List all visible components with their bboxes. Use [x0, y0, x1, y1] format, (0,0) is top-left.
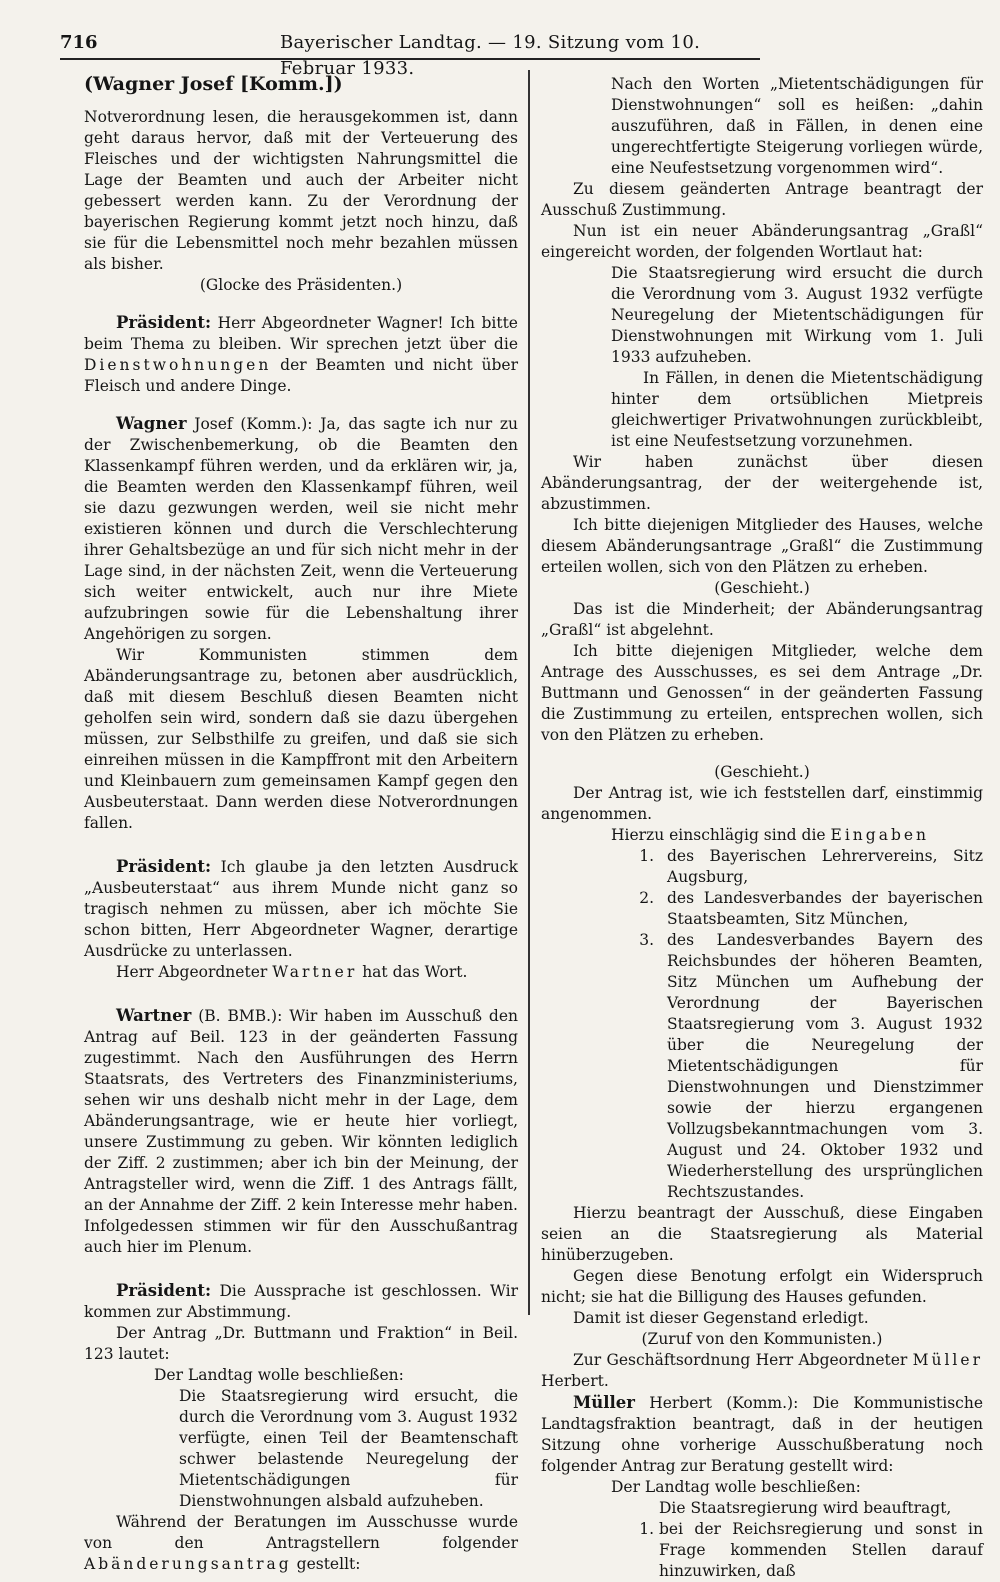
- interjection: (Geschieht.): [714, 579, 810, 597]
- column-divider: [528, 70, 530, 1315]
- paragraph: Der Antrag „Dr. Buttmann und Fraktion“ in Beil. 123 lautet:: [84, 1324, 518, 1363]
- list-item: 1. des Bayerischen Lehrervereins, Sitz Augsburg,: [659, 846, 983, 888]
- paragraph: Zur Geschäftsordnung Herr Abgeordneter Müller Herbert.: [541, 1351, 983, 1390]
- motion-text: Die Staatsregierung wird beauftragt,: [659, 1499, 952, 1517]
- speaker-name: Wartner: [116, 1006, 192, 1025]
- paragraph: Der Antrag ist, wie ich feststellen darf, einstimmig angenommen.: [541, 784, 983, 823]
- speech-paragraph: Wagner Josef (Komm.): Ja, das sagte ich nur zu der Zwischenbemerkung, ob die Beamten den Klassenkampf führen werden, und da erklären wir, ja, die Beamten werden den Klassenkampf führen, weil sie dazu gezwungen werden, weil sie nicht mehr existieren können und durch die Verschlechterung ihrer Gehaltsbezüge an und für sich nicht mehr in der Lage sind, in der nächsten Zeit, wenn die Verteuerung sich weiter entwickelt, auch nur ihre Miete aufzubringen sowie für die Lebenshaltung ihrer Angehörigen zu sorgen.: [84, 414, 518, 643]
- page-number: 716: [60, 32, 98, 53]
- running-title: Bayerischer Landtag. — 19. Sitzung vom 10. Februar 1933.: [280, 32, 701, 79]
- paragraph: Das ist die Minderheit; der Abänderungsantrag „Graßl“ ist abgelehnt.: [541, 600, 983, 639]
- list-item: 3. des Landesverbandes Bayern des Reichsbundes der höheren Beamten, Sitz München um Aufhebung der Verordnung der Bayerischen Staatsregierung vom 3. August 1932 über die Neuregelung der Mietentschädigungen für Dienstwohnungen und Dienstzimmer sowie der hierzu ergangenen Vollzugsbekanntmachungen vom 3. August und 24. Oktober 1932 und Wiederherstellung des ursprünglichen Rechtszustandes.: [659, 930, 983, 1203]
- list-item: 1. bei der Reichsregierung und sonst in Frage kommenden Stellen darauf hinzuwirken, daß: [659, 1519, 983, 1582]
- petition-list: [541, 846, 983, 1203]
- paragraph: Ich bitte diejenigen Mitglieder des Hauses, welche diesem Abänderungsantrage „Graßl“ die Zustimmung erteilen wollen, sich von den Plätzen zu erheben.: [541, 516, 983, 576]
- paragraph: Während der Beratungen im Ausschusse wurde von den Antragstellern folgender Abänderungsantrag gestellt:: [84, 1513, 518, 1573]
- quoted-text: Nach den Worten „Mietentschädigungen für Dienstwohnungen“ soll es heißen: „dahin auszuführen, daß in Fällen, in denen eine ungerechtfertigte Steigerung vorliegen würde, eine Neufestsetzung vorgenommen wird“.: [611, 75, 983, 177]
- motion-text: Die Staatsregierung wird ersucht, die durch die Verordnung vom 3. August 1932 verfügte, einen Teil der Beamtenschaft schwer belastende Neuregelung der Mietentschädigungen für Dienstwohnungen alsbald aufzuheben.: [179, 1387, 518, 1510]
- interjection: (Zuruf von den Kommunisten.): [641, 1330, 883, 1348]
- list-item: 2. des Landesverbandes der bayerischen Staatsbeamten, Sitz München,: [659, 888, 983, 930]
- interjection: (Geschieht.): [714, 763, 810, 781]
- spaced-emphasis: Eingaben: [830, 826, 930, 844]
- speaker-name: Müller: [573, 1393, 635, 1412]
- paragraph: Hierzu einschlägig sind die Eingaben: [611, 826, 930, 844]
- speaker-name: Wagner: [116, 414, 187, 433]
- speech-paragraph: Wartner (B. BMB.): Wir haben im Ausschuß den Antrag auf Beil. 123 in der geänderten Fassung zugestimmt. Nach den Ausführungen des Herrn Staatsrats, des Vertreters des Finanzministeriums, sehen wir uns deshalb nicht mehr in der Lage, dem Abänderungsantrage, wie er heute hier vorliegt, unsere Zustimmung zu geben. Wir könnten lediglich der Ziff. 2 zustimmen; aber ich bin der Meinung, der Antragsteller wird, wenn die Ziff. 1 des Antrags fällt, an der Annahme der Ziff. 2 kein Interesse mehr haben. Infolgedessen stimmen wir für den Ausschußantrag auch hier im Plenum.: [84, 1006, 518, 1256]
- spaced-emphasis: Dienstwohnungen: [84, 356, 272, 374]
- left-column: [84, 74, 518, 1575]
- speech-paragraph: Präsident: Ich glaube ja den letzten Ausdruck „Ausbeuterstaat“ aus ihrem Munde nicht ganz so tragisch nehmen zu müssen, aber ich möchte Sie schon bitten, Herr Abgeordneter Wagner, derartige Ausdrücke zu unterlassen.: [84, 857, 518, 960]
- paragraph: Hierzu beantragt der Ausschuß, diese Eingaben seien an die Staatsregierung als Material hinüberzugeben.: [541, 1204, 983, 1264]
- speech-paragraph: Präsident: Die Aussprache ist geschlossen. Wir kommen zur Abstimmung.: [84, 1281, 518, 1321]
- spaced-emphasis: Müller: [912, 1351, 983, 1369]
- paragraph: Damit ist dieser Gegenstand erledigt.: [573, 1309, 869, 1327]
- paragraph: Ich bitte diejenigen Mitglieder, welche dem Antrage des Ausschusses, es sei dem Antrage „Dr. Buttmann und Genossen“ in der geänderten Fassung die Zustimmung zu erteilen, entsprechen wollen, sich von den Plätzen zu erheben.: [541, 642, 983, 744]
- quoted-text: Die Staatsregierung wird ersucht die durch die Verordnung vom 3. August 1932 verfügte Neuregelung der Mietentschädigungen für Dienstwohnungen mit Wirkung vom 1. Juli 1933 aufzuheben.: [611, 264, 983, 366]
- interjection: (Glocke des Präsidenten.): [199, 276, 403, 294]
- motion-intro: Der Landtag wolle beschließen:: [611, 1478, 861, 1496]
- paragraph: Zu diesem geänderten Antrage beantragt der Ausschuß Zustimmung.: [541, 180, 983, 219]
- right-column: [541, 74, 983, 1582]
- paragraph: Wir haben zunächst über diesen Abänderungsantrag, der der weitergehende ist, abzustimmen.: [541, 453, 983, 513]
- speaker-name: Präsident:: [116, 1281, 212, 1300]
- speaker-name: Präsident:: [116, 857, 212, 876]
- spaced-emphasis: Abänderungsantrag: [84, 1555, 292, 1573]
- motion-intro: Der Landtag wolle beschließen:: [154, 1366, 404, 1384]
- motion-list: [541, 1519, 983, 1582]
- paragraph: Nun ist ein neuer Abänderungsantrag „Graßl“ eingereicht worden, der folgenden Wortlaut hat:: [541, 222, 983, 261]
- speech-paragraph: Müller Herbert (Komm.): Die Kommunistische Landtagsfraktion beantragt, daß in der heutigen Sitzung ohne vorherige Ausschußberatung noch folgender Antrag zur Beratung gestellt wird:: [541, 1393, 983, 1475]
- paragraph: Gegen diese Benotung erfolgt ein Widerspruch nicht; sie hat die Billigung des Hauses gefunden.: [541, 1267, 983, 1306]
- spaced-emphasis: Wartner: [272, 963, 358, 981]
- speech-paragraph: Präsident: Herr Abgeordneter Wagner! Ich bitte beim Thema zu bleiben. Wir sprechen jetzt über die Dienstwohnungen der Beamten und nicht über Fleisch und andere Dinge.: [84, 313, 518, 395]
- paragraph: Herr Abgeordneter Wartner hat das Wort.: [116, 963, 468, 981]
- quoted-text: In Fällen, in denen die Mietentschädigung hinter dem ortsüblichen Mietpreis gleichwertiger Privatwohnungen zurückbleibt, ist eine Neufestsetzung vorzunehmen.: [611, 369, 983, 450]
- continued-speaker-heading: (Wagner Josef [Komm.]): [84, 73, 343, 95]
- speaker-name: Präsident:: [116, 313, 212, 332]
- paragraph: Notverordnung lesen, die herausgekommen ist, dann geht daraus hervor, daß mit der Verteuerung des Fleisches und der wichtigsten Nahrungsmittel die Lage der Beamten und auch der Arbeiter nicht gebessert werden kann. Zu der Verordnung der bayerischen Regierung kommt jetzt noch hinzu, daß sie für die Lebensmittel noch mehr bezahlen müssen als bisher.: [84, 108, 518, 273]
- paragraph: Wir Kommunisten stimmen dem Abänderungsantrage zu, betonen aber ausdrücklich, daß mit diesem Beschluß diesen Beamten nicht geholfen sein wird, sondern daß sie dazu übergehen müssen, zur Selbsthilfe zu greifen, und daß sie sich einreihen müssen in die Kampffront mit den Arbeitern und Kleinbauern zum gemeinsamen Kampf gegen den Ausbeuterstaat. Dann werden diese Notverordnungen fallen.: [84, 646, 518, 832]
- page-header: [60, 30, 760, 79]
